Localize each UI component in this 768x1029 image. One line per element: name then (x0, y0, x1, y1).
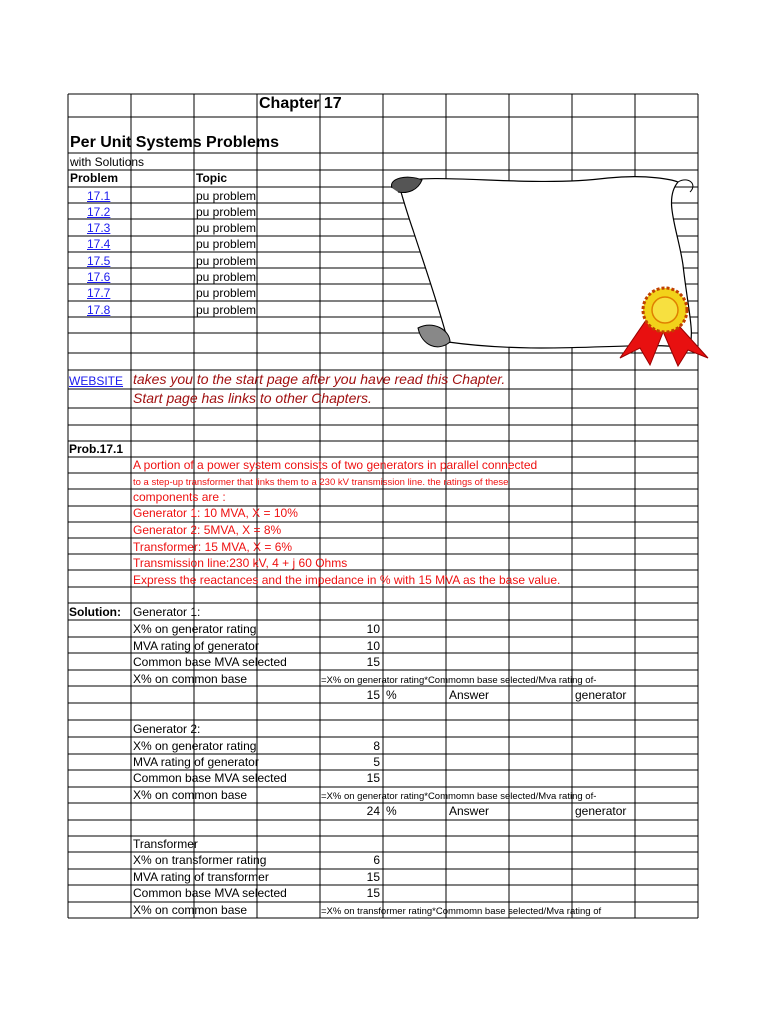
solution-row-value: 8 (373, 739, 380, 753)
solution-row-label: Common base MVA selected (133, 655, 287, 669)
col-header-problem: Problem (70, 171, 119, 185)
solution-row-label: MVA rating of transformer (133, 870, 269, 884)
common-base-label: X% on common base (133, 788, 248, 802)
generator-note: generator (575, 804, 627, 818)
problem-line: Express the reactances and the impedance in % with 15 MVA as the base value. (133, 573, 561, 587)
solution-row-value: 15 (366, 870, 380, 884)
problem-link-17-2[interactable]: 17.2 (87, 205, 111, 219)
problem-line: components are : (133, 490, 226, 504)
solution-row-label: Common base MVA selected (133, 886, 287, 900)
page-title: Per Unit Systems Problems (70, 134, 279, 151)
problem-link-17-5[interactable]: 17.5 (87, 254, 111, 268)
website-note-line-1: takes you to the start page after you have read this Chapter. (133, 371, 506, 387)
solution-row-value: 5 (373, 755, 380, 769)
result-unit: % (386, 688, 397, 702)
problem-link-17-4[interactable]: 17.4 (87, 237, 111, 251)
problem-link-17-1[interactable]: 17.1 (87, 189, 111, 203)
common-base-label: X% on common base (133, 672, 248, 686)
result-value: 15 (366, 688, 380, 702)
problem-label: Prob.17.1 (69, 442, 124, 456)
solution-block-heading: Generator 2: (133, 722, 201, 736)
col-header-topic: Topic (196, 171, 228, 185)
solution-row-value: 15 (366, 886, 380, 900)
scroll-award-image (378, 170, 718, 370)
problem-line: to a step-up transformer that links them to a 230 kV transmission line. the ratings of these (133, 477, 509, 488)
problem-line: Transformer: 15 MVA, X = 6% (133, 540, 293, 554)
solution-row-value: 6 (373, 853, 380, 867)
solution-row-label: X% on transformer rating (133, 853, 267, 867)
problem-line: Generator 2: 5MVA, X = 8% (133, 523, 282, 537)
chapter-title: Chapter 17 (259, 95, 342, 112)
problem-topic: pu problem (196, 286, 257, 300)
problem-topic: pu problem (196, 221, 257, 235)
problem-line: Generator 1: 10 MVA, X = 10% (133, 506, 298, 520)
problem-topic: pu problem (196, 270, 257, 284)
formula-text: =X% on transformer rating*Commomn base selected/Mva rating of (321, 906, 602, 917)
solution-row-value: 10 (366, 622, 380, 636)
solution-row-value: 15 (366, 771, 380, 785)
result-value: 24 (366, 804, 380, 818)
solution-row-label: MVA rating of generator (133, 639, 259, 653)
formula-text: =X% on generator rating*Commomn base selected/Mva rating of- (321, 791, 597, 802)
solution-row-value: 10 (366, 639, 380, 653)
solution-row-label: Common base MVA selected (133, 771, 287, 785)
solution-row-value: 15 (366, 655, 380, 669)
website-note-line-2: Start page has links to other Chapters. (133, 390, 372, 406)
generator-note: generator (575, 688, 627, 702)
solution-row-label: X% on generator rating (133, 622, 257, 636)
solution-row-label: X% on generator rating (133, 739, 257, 753)
solution-block-heading: Generator 1: (133, 605, 201, 619)
problem-topic: pu problem (196, 254, 257, 268)
solution-label: Solution: (69, 605, 121, 619)
subtitle: with Solutions (70, 155, 145, 169)
answer-label: Answer (449, 688, 490, 702)
problem-link-17-8[interactable]: 17.8 (87, 303, 111, 317)
solution-block-heading: Transformer (133, 837, 198, 851)
formula-text: =X% on generator rating*Commomn base selected/Mva rating of- (321, 675, 597, 686)
problem-topic: pu problem (196, 303, 257, 317)
problem-topic: pu problem (196, 189, 257, 203)
problem-link-17-7[interactable]: 17.7 (87, 286, 111, 300)
answer-label: Answer (449, 804, 490, 818)
problem-link-17-6[interactable]: 17.6 (87, 270, 111, 284)
problem-line: Transmission line:230 kV, 4 + j 60 Ohms (133, 556, 348, 570)
common-base-label: X% on common base (133, 903, 248, 917)
problem-topic: pu problem (196, 205, 257, 219)
problem-line: A portion of a power system consists of two generators in parallel connected (133, 458, 538, 472)
website-link[interactable]: WEBSITE (69, 374, 124, 388)
problem-topic: pu problem (196, 237, 257, 251)
solution-row-label: MVA rating of generator (133, 755, 259, 769)
result-unit: % (386, 804, 397, 818)
problem-link-17-3[interactable]: 17.3 (87, 221, 111, 235)
